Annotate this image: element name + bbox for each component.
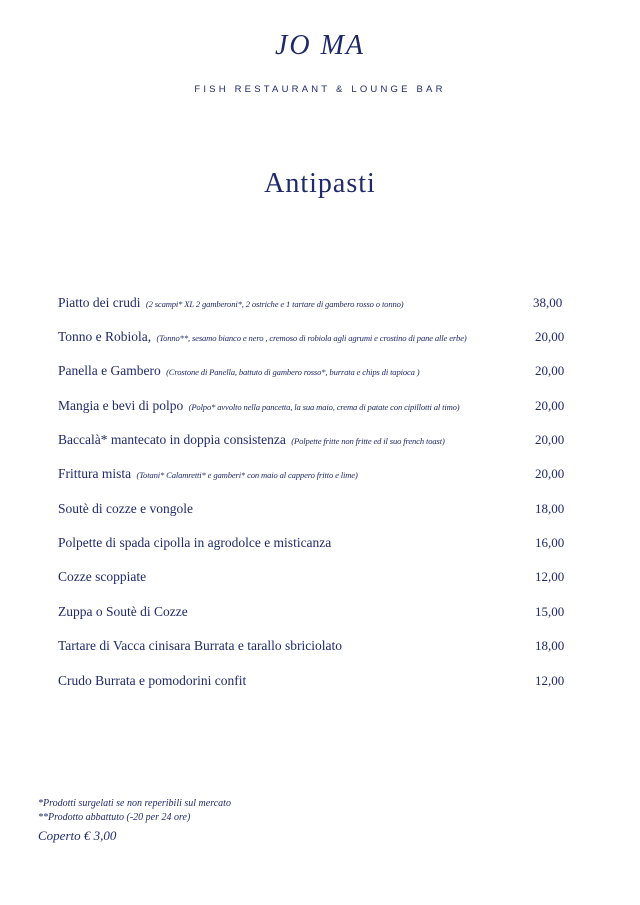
item-price: 38,00 bbox=[533, 295, 563, 310]
item-price: 20,00 bbox=[535, 398, 565, 413]
item-price: 12,00 bbox=[535, 673, 565, 688]
section-title: Antipasti bbox=[264, 168, 376, 199]
menu-list bbox=[0, 292, 640, 702]
item-price: 18,00 bbox=[535, 638, 565, 653]
item-price: 18,00 bbox=[535, 501, 565, 516]
item-price: 20,00 bbox=[535, 466, 565, 481]
menu-item bbox=[58, 601, 578, 625]
item-price: 20,00 bbox=[535, 432, 565, 447]
blast-chilled-note: **Prodotto abbattuto (-20 per 24 ore) bbox=[38, 812, 191, 823]
menu-item bbox=[58, 292, 578, 316]
item-name: Polpette di spada cipolla in agrodolce e misticanza bbox=[58, 535, 332, 550]
footer-notes bbox=[38, 797, 438, 845]
item-name: Soutè di cozze e vongole bbox=[58, 501, 193, 516]
restaurant-subtitle: FISH RESTAURANT & LOUNGE BAR bbox=[194, 84, 446, 95]
brand-logo: JO MA bbox=[274, 30, 366, 61]
item-name: Cozze scoppiate bbox=[58, 569, 147, 584]
item-price: 15,00 bbox=[535, 604, 565, 619]
item-price: 20,00 bbox=[535, 363, 565, 378]
menu-item bbox=[58, 635, 578, 659]
menu-item bbox=[58, 566, 578, 590]
frozen-products-note: *Prodotti surgelati se non reperibili sul mercato bbox=[38, 798, 231, 809]
menu-item bbox=[58, 326, 578, 350]
item-name: Tonno e Robiola, bbox=[58, 329, 152, 344]
item-name: Baccalà* mantecato in doppia consistenza bbox=[58, 432, 286, 447]
item-name: Panella e Gambero bbox=[58, 363, 161, 378]
item-price: 12,00 bbox=[535, 569, 565, 584]
item-description: (2 scampi* XL 2 gamberoni*, 2 ostriche e 1 tartare di gambero rosso o tonno) bbox=[145, 299, 404, 309]
item-name: Frittura mista bbox=[58, 466, 132, 481]
item-description: (Totani* Calamretti* e gamberi* con maio al cappero fritto e lime) bbox=[136, 470, 358, 480]
menu-item bbox=[58, 360, 578, 384]
item-description: (Polpette fritte non fritte ed il suo french toast) bbox=[291, 436, 445, 446]
menu-item bbox=[58, 395, 578, 419]
item-name: Piatto dei crudi bbox=[58, 295, 141, 310]
menu-item bbox=[58, 532, 578, 556]
item-price: 16,00 bbox=[535, 535, 565, 550]
item-name: Mangia e bevi di polpo bbox=[58, 398, 184, 413]
item-price: 20,00 bbox=[535, 329, 565, 344]
item-description: (Polpo* avvolto nella pancetta, la sua maio, crema di patate con cipillotti al timo) bbox=[188, 402, 460, 412]
menu-item bbox=[58, 670, 578, 694]
item-description: (Crostone di Panella, battuto di gambero rosso*, burrata e chips di tapioca ) bbox=[166, 367, 420, 377]
menu-item bbox=[58, 463, 578, 487]
menu-item bbox=[58, 429, 578, 453]
item-name: Crudo Burrata e pomodorini confit bbox=[58, 673, 247, 688]
item-name: Zuppa o Soutè di Cozze bbox=[58, 604, 188, 619]
menu-item bbox=[58, 498, 578, 522]
item-description: (Tonno**, sesamo bianco e nero , cremoso di robiola agli agrumi e crostino di pane alle erbe) bbox=[156, 333, 467, 343]
cover-charge: Coperto € 3,00 bbox=[38, 828, 117, 843]
item-name: Tartare di Vacca cinisara Burrata e tarallo sbriciolato bbox=[58, 638, 343, 653]
